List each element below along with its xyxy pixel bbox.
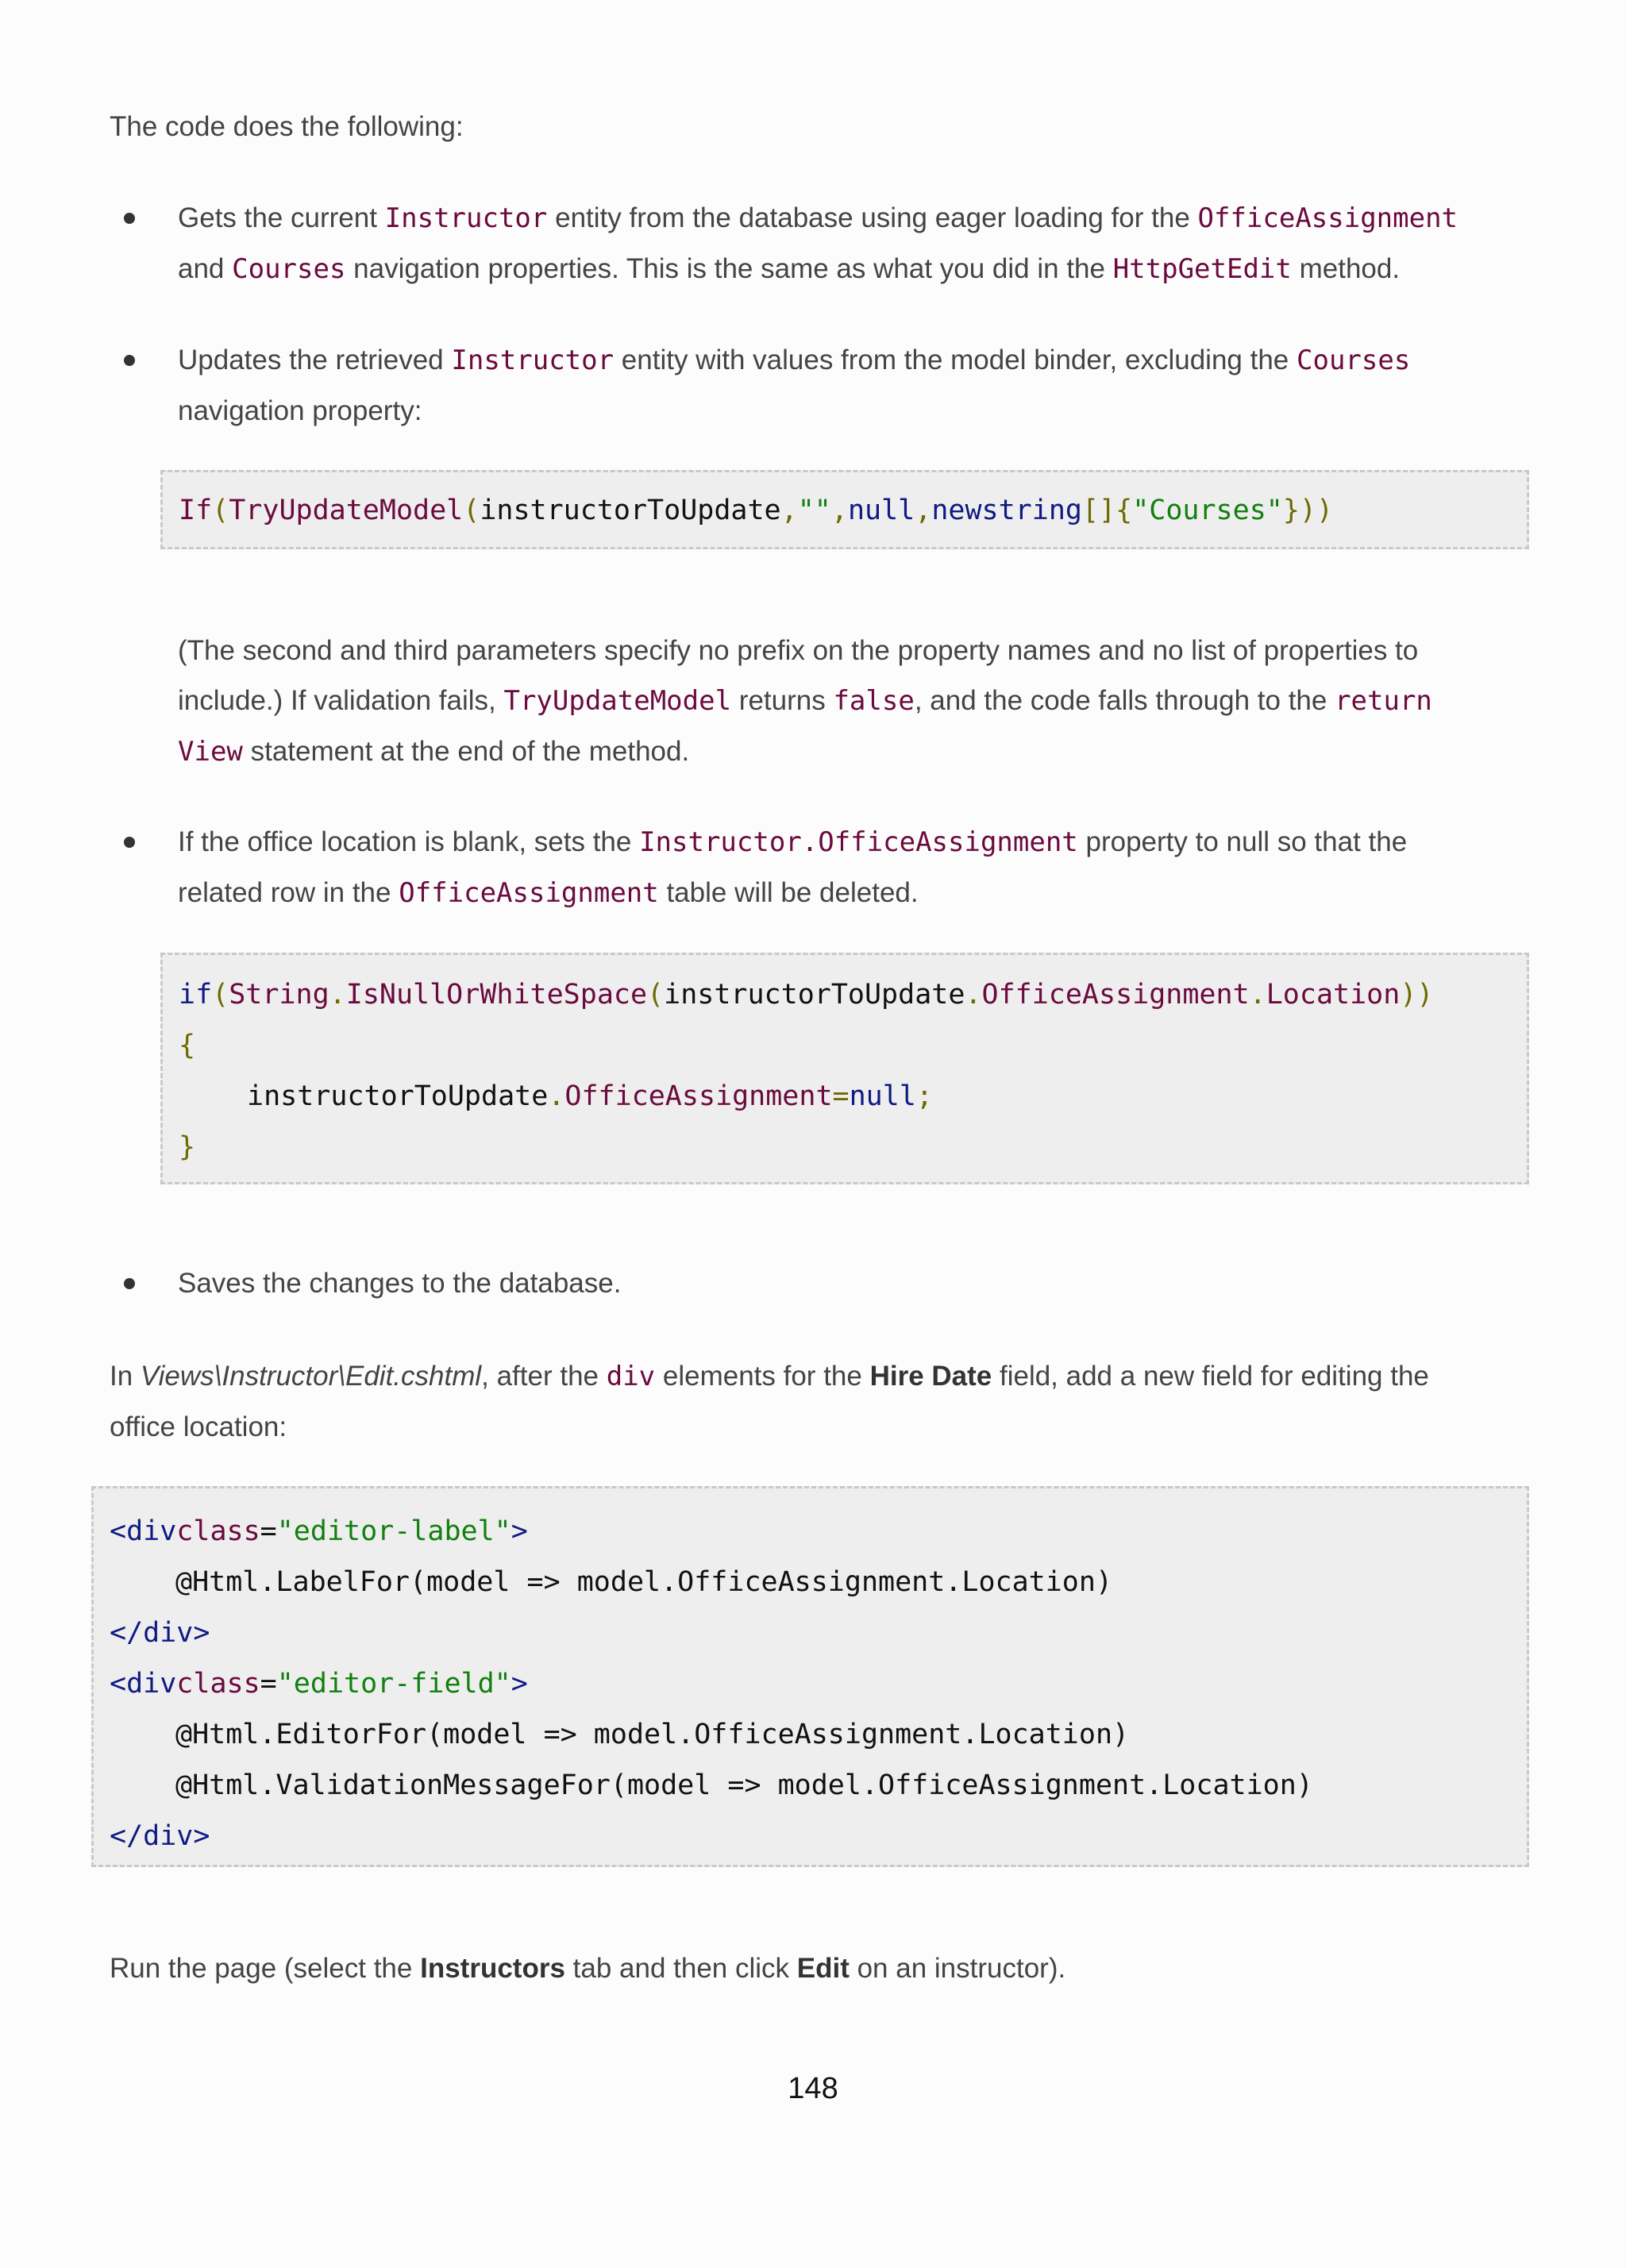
- code-token: )): [1400, 979, 1434, 1011]
- file-path: Views\Instructor\Edit.cshtml: [140, 1361, 482, 1392]
- code-token: IsNullOrWhiteSpace: [345, 979, 648, 1011]
- code-line: [163, 1071, 1527, 1122]
- bullet-3: [178, 817, 1528, 918]
- code-line: }: [179, 1131, 196, 1163]
- text-span: on an instructor).: [849, 1953, 1066, 1984]
- code-line: [94, 1506, 1527, 1557]
- code-token: class: [176, 1668, 260, 1700]
- code-token: >: [511, 1515, 528, 1547]
- code-block-editor-field: [91, 1486, 1529, 1867]
- code-token: =: [260, 1668, 277, 1700]
- bullet-1: [178, 193, 1528, 295]
- code-token: ;: [915, 1080, 933, 1112]
- code-line: @Html.EditorFor(model => model.OfficeAssignment.Location): [175, 1719, 1130, 1750]
- bold-text: Hire Date: [869, 1361, 992, 1392]
- code-token: (: [647, 979, 665, 1011]
- code-line: [163, 969, 1527, 1020]
- text-span: elements for the: [655, 1361, 870, 1392]
- code-token: <div: [110, 1515, 177, 1547]
- code-token: instructorToUpdate: [247, 1080, 549, 1112]
- text-span: Updates the retrieved: [178, 345, 452, 375]
- code-token: .: [965, 979, 982, 1011]
- bold-text: Instructors: [420, 1953, 565, 1984]
- code-line: [94, 1658, 1527, 1709]
- inline-code: Instructor: [451, 345, 615, 376]
- edit-view-paragraph: [110, 1351, 1539, 1452]
- code-token: "editor-label": [276, 1515, 511, 1547]
- text-span: , and the code falls through to the: [914, 685, 1335, 716]
- inline-code: OfficeAssignment: [399, 877, 659, 909]
- code-token: =: [260, 1515, 277, 1547]
- inline-code: View: [178, 736, 243, 768]
- text-span: , after the: [481, 1361, 607, 1392]
- code-token: .: [1249, 979, 1266, 1011]
- bullet-2-line-1: [178, 335, 1528, 386]
- code-token: null: [847, 495, 915, 526]
- code-token: "": [797, 495, 831, 526]
- bullet-3-line-1: [178, 817, 1528, 868]
- code-token: <div: [110, 1668, 177, 1700]
- code-line: @Html.ValidationMessageFor(model => model.OfficeAssignment.Location): [175, 1769, 1313, 1801]
- text-span: statement at the end of the method.: [242, 736, 690, 767]
- bullet-1-line-2: [178, 244, 1528, 295]
- code-token: null: [849, 1080, 916, 1112]
- code-line: {: [179, 1030, 196, 1061]
- text-span: navigation properties. This is the same as what you did in the: [345, 253, 1113, 284]
- text-span: entity with values from the model binder, excluding the: [614, 345, 1297, 375]
- code-token: instructorToUpdate: [664, 979, 965, 1011]
- inline-code: false: [833, 685, 915, 717]
- code-token: newstring: [931, 495, 1082, 526]
- code-token: If: [179, 495, 213, 526]
- paragraph-line-1: [110, 1351, 1539, 1402]
- inline-code: Courses: [232, 253, 346, 285]
- text-span: Run the page (select the: [110, 1953, 421, 1984]
- bullet-2-line-2: navigation property:: [178, 395, 422, 426]
- code-line: </div>: [110, 1617, 210, 1649]
- code-token: ,: [830, 495, 848, 526]
- page-number: 148: [788, 2072, 838, 2105]
- code-token: ,: [915, 495, 932, 526]
- bullet-dot: [124, 355, 135, 366]
- inline-code: OfficeAssignment: [1197, 202, 1458, 234]
- code-token: TryUpdateModel: [229, 495, 464, 526]
- run-page-paragraph: [110, 1943, 1539, 1993]
- bullet-dot: [124, 1278, 135, 1289]
- text-span: If the office location is blank, sets the: [178, 826, 640, 857]
- paragraph-line-2: office location:: [110, 1411, 287, 1442]
- inline-code: TryUpdateModel: [503, 685, 732, 717]
- inline-code: Instructor: [384, 202, 548, 234]
- code-token: OfficeAssignment: [564, 1080, 833, 1112]
- note-line-1: (The second and third parameters specify no prefix on the property names and no list of properties to: [178, 635, 1419, 666]
- intro-text: The code does the following:: [110, 111, 464, 142]
- text-span: related row in the: [178, 877, 399, 908]
- note-line-3: [178, 726, 1528, 777]
- code-token: if: [179, 979, 213, 1011]
- bold-text: Edit: [796, 1953, 850, 1984]
- bullet-4: Saves the changes to the database.: [178, 1268, 622, 1299]
- code-token: OfficeAssignment: [981, 979, 1250, 1011]
- code-token: })): [1282, 495, 1334, 526]
- text-span: field, add a new field for editing the: [992, 1361, 1429, 1392]
- code-block-try-update: [160, 470, 1529, 549]
- bullet-2-note: [178, 626, 1528, 777]
- code-token: =: [832, 1080, 850, 1112]
- note-line-2: [178, 676, 1528, 726]
- code-token: "editor-field": [276, 1668, 511, 1700]
- text-span: table will be deleted.: [658, 877, 919, 908]
- code-token: class: [176, 1515, 260, 1547]
- inline-code: Courses: [1297, 345, 1411, 376]
- text-span: Gets the current: [178, 202, 385, 233]
- bullet-dot: [124, 213, 135, 224]
- code-token: (: [463, 495, 480, 526]
- text-span: and: [178, 253, 233, 284]
- bullet-dot: [124, 837, 135, 848]
- text-span: include.) If validation fails,: [178, 685, 504, 716]
- code-token: "Courses": [1132, 495, 1283, 526]
- code-line: </div>: [110, 1820, 210, 1852]
- inline-code: HttpGetEdit: [1112, 253, 1292, 285]
- bullet-3-line-2: [178, 868, 1528, 918]
- code-block-null-check: [160, 953, 1529, 1184]
- bullet-2: [178, 335, 1528, 436]
- inline-code: return: [1335, 685, 1432, 717]
- code-token: (: [212, 495, 229, 526]
- code-token: .: [329, 979, 346, 1011]
- text-span: entity from the database using eager loading for the: [547, 202, 1198, 233]
- text-span: In: [110, 1361, 141, 1392]
- inline-code: div: [606, 1361, 656, 1392]
- code-token: (: [212, 979, 229, 1011]
- text-span: method.: [1291, 253, 1401, 284]
- code-token: ,: [780, 495, 798, 526]
- code-token: .: [548, 1080, 565, 1112]
- text-span: tab and then click: [564, 1953, 797, 1984]
- code-token: Location: [1266, 979, 1401, 1011]
- text-span: returns: [731, 685, 834, 716]
- bullet-1-line-1: [178, 193, 1528, 244]
- code-line: @Html.LabelFor(model => model.OfficeAssignment.Location): [175, 1566, 1113, 1598]
- code-token: String: [229, 979, 329, 1011]
- text-span: property to null so that the: [1077, 826, 1408, 857]
- code-token: >: [511, 1668, 528, 1700]
- code-line: [163, 485, 1527, 536]
- code-token: []{: [1081, 495, 1133, 526]
- code-token: instructorToUpdate: [480, 495, 781, 526]
- inline-code: Instructor.OfficeAssignment: [639, 826, 1078, 858]
